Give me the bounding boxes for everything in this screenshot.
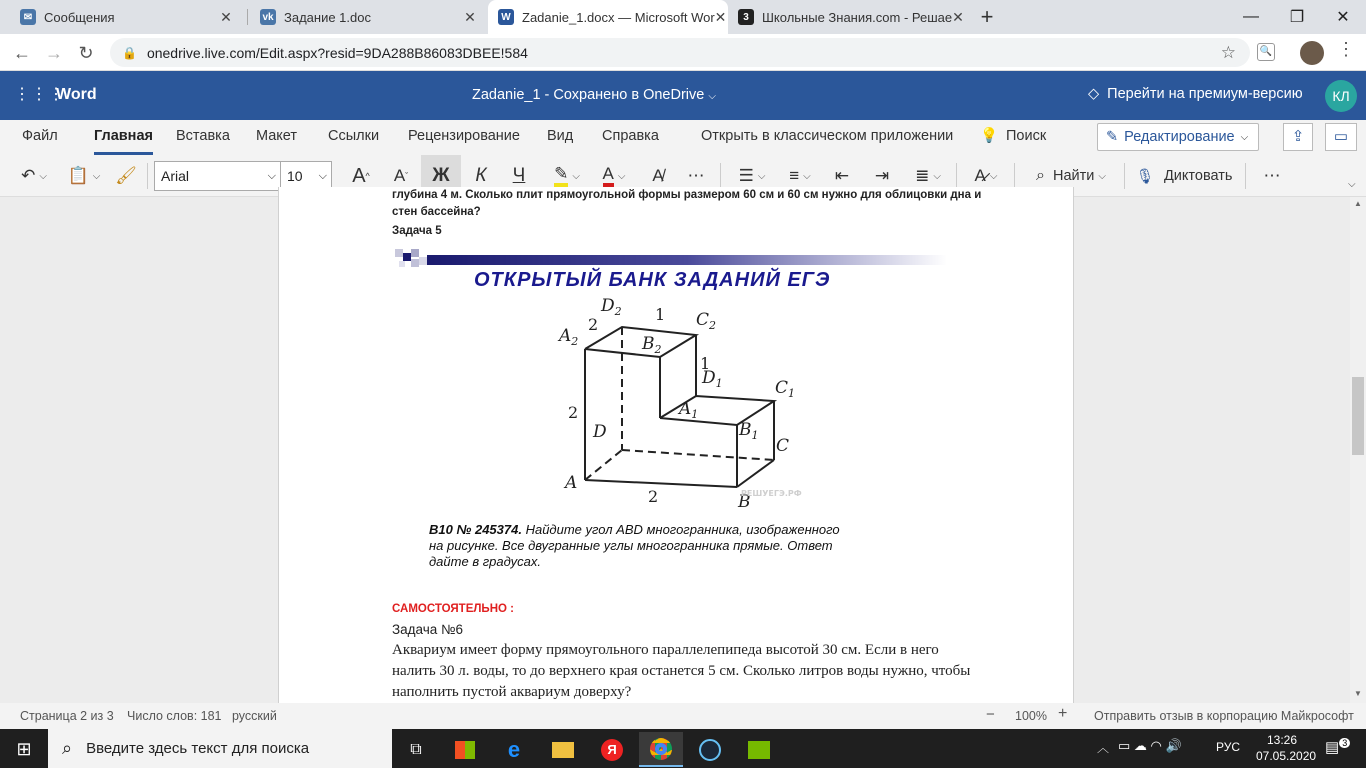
tray-icons[interactable]: ▭ ☁ ◠ 🔊 [1118,738,1182,753]
zoom-in-icon[interactable]: + [1058,705,1068,722]
show-hidden-icons[interactable]: ︿ [1097,741,1110,755]
word-icon: W [498,9,514,25]
close-tab-icon[interactable]: ✕ [220,8,232,25]
vk-messages-icon: ✉ [20,9,36,25]
shrink-font-glyph: A [393,166,406,185]
new-tab-icon[interactable]: + [980,4,994,29]
lightbulb-icon: 💡 [980,128,999,144]
tab-title: Сообщения [44,9,115,25]
back-icon[interactable]: ← [13,42,31,63]
file-explorer-icon[interactable] [541,732,585,767]
grow-font-glyph: A [352,164,366,187]
tab-insert[interactable]: Вставка [176,128,230,144]
zoom-out-icon[interactable]: − [986,706,995,723]
font-color-icon[interactable]: A ⌵ [594,161,634,191]
document-canvas [0,189,1350,703]
banner-gradient-bar [427,255,947,265]
task-text: дайте в градусах. [429,554,541,569]
tab-messages[interactable] [10,0,244,34]
clipboard-icon[interactable]: 📋 ⌵ [67,166,101,185]
clock[interactable] [1256,732,1317,764]
find-button[interactable]: ⌕ Найти ⌵ [1036,167,1106,184]
edge-d-c [622,450,774,460]
close-tab-icon[interactable]: ✕ [714,8,727,25]
text-line: стен бассейна? [392,205,481,218]
editing-mode-button[interactable] [1097,123,1259,151]
edge-icon[interactable]: e [507,736,521,762]
font-size-value: 10 [287,168,303,184]
tab-home[interactable]: Главная [94,120,153,155]
user-avatar[interactable]: КЛ [1325,80,1357,112]
clear-formatting-icon[interactable]: A̸ [652,166,664,185]
edge-b-c [737,460,774,487]
task-b10 [429,522,840,570]
vk-icon: vk [260,9,276,25]
premium-label: Перейти на премиум-версию [1107,86,1303,102]
status-bar [0,703,1366,729]
taskbar-search-box[interactable] [48,729,392,768]
grow-font-icon[interactable]: A ^ [352,164,370,187]
chevron-down-icon: ⌵ [267,169,276,182]
notification-icon[interactable]: ▤ $^3$ [1325,738,1350,756]
decrease-indent-icon[interactable]: ⇤ [834,166,850,185]
search-icon: ⌕ [62,738,73,758]
bank-title: ОТКРЫТЫЙ БАНК ЗАДАНИЙ ЕГЭ [474,269,831,291]
italic-button[interactable]: К [475,165,487,186]
shrink-font-icon[interactable]: A ˇ [393,166,409,185]
label-a1: $A_1$ [679,399,699,421]
scroll-thumb[interactable] [1352,377,1364,455]
page-count: Страница 2 из 3 [20,709,114,723]
task-text: Найдите угол ABD многогранника, изображенного [521,522,840,537]
premium-link[interactable] [1088,86,1303,102]
maximize-icon[interactable]: ❐ [1289,9,1305,26]
task-number: B10 № 245374. [429,522,522,537]
label-d1: $D_1$ [702,368,723,390]
tab-file[interactable]: Файл [22,128,58,144]
editing-mode-label: Редактирование [1124,129,1235,145]
clock-date: 07.05.2020 [1256,749,1317,763]
steam-icon[interactable] [688,732,732,767]
pencil-icon: ✎ [1106,129,1119,145]
label-b1: $B_1$ [739,420,759,442]
edge-length-label: 2 [588,315,599,334]
label-b: B [738,492,751,512]
open-in-desktop-app[interactable]: Открыть в классическом приложении [701,128,954,144]
close-window-icon[interactable]: ✕ [1336,9,1350,26]
search-icon: ⌕ [1036,167,1045,184]
forward-icon[interactable]: → [45,42,63,63]
document-page[interactable] [278,187,1074,727]
dictate-label: Диктовать [1163,168,1233,184]
task-text: на рисунке. Все двугранные углы многогранника прямые. Ответ [429,538,833,553]
minimize-icon[interactable]: — [1243,8,1259,25]
paragraph-pool [392,187,981,220]
close-tab-icon[interactable]: ✕ [952,8,964,25]
taskbar-search-placeholder: Введите здесь текст для поиска [86,740,310,757]
edge-length-label: 2 [648,487,659,506]
chevron-down-icon: ⌵ [708,91,716,102]
url-field[interactable] [110,38,1250,67]
undo-icon[interactable]: ↶ ⌵ [21,166,47,185]
dictate-button[interactable] [1134,161,1234,191]
edge-a-b [585,480,737,487]
tab-review[interactable]: Рецензирование [408,128,520,144]
text-line: налить 30 л. воды, то до верхнего края останется 5 см. Сколько литров воды нужно, чтобы [392,663,971,679]
chevron-down-icon: ⌵ [1240,131,1249,143]
mid-face-edge [660,396,774,425]
reload-icon[interactable]: ↻ [78,42,94,63]
font-family-value: Arial [161,168,190,184]
find-label: Найти [1052,168,1095,184]
tab-znania[interactable] [728,0,964,34]
format-painter-icon[interactable]: 🖌 [115,166,137,185]
ribbon-tabs [0,120,1366,155]
top-face-edge [585,327,696,357]
comment-icon[interactable]: ▭ [1325,123,1357,151]
task6-heading: Задача №6 [392,622,464,637]
label-d2: $D_2$ [601,296,622,318]
self-work-heading: САМОСТОЯТЕЛЬНО : [392,603,514,615]
lock-icon: 🔒 [122,45,137,60]
vertical-scrollbar[interactable] [1350,197,1366,703]
address-bar-row [0,34,1366,71]
browser-tab-bar [0,0,1366,34]
collapse-ribbon-icon[interactable]: ⌵ [1348,179,1356,190]
profile-avatar[interactable] [1300,41,1324,65]
task-b10-line1 [429,522,840,538]
text-line: Аквариум имеет форму прямоугольного параллелепипеда высотой 30 см. Если в него [392,642,939,658]
task-view-icon[interactable]: ⧉ [410,740,422,758]
label-c: C [776,436,790,456]
zoom-level[interactable]: 100% [1015,709,1047,723]
tab-zadanie-doc[interactable] [250,0,488,34]
feedback-link[interactable]: Отправить отзыв в корпорацию Майкрософт [1094,709,1354,723]
chrome-icon[interactable] [639,732,683,767]
share-icon[interactable]: ⇪ [1283,123,1313,151]
label-a: A [565,473,578,493]
label-c1: $C_1$ [775,378,796,400]
bullets-icon[interactable]: ☰ ⌵ [738,166,766,185]
tab-layout[interactable]: Макет [256,128,298,144]
tab-title: Задание 1.doc [284,9,371,25]
scroll-up-icon[interactable]: ▲ [1354,199,1362,208]
tab-view[interactable]: Вид [547,128,574,144]
text-line: глубина 4 м. Сколько плит прямоугольной формы размером 60 см и 60 см нужно для облицовки дна и [392,189,982,201]
windows-start-icon[interactable]: ⊞ [16,739,32,759]
edge-length-label: 2 [568,403,579,422]
document-title[interactable] [472,87,716,103]
chevron-down-icon: ⌵ [318,169,327,182]
znania-icon: 3 [738,9,754,25]
yandex-browser-icon[interactable]: Я [590,732,634,767]
windows-taskbar [0,729,1366,768]
language[interactable]: русский [232,709,277,723]
label-a2: $A_2$ [559,326,579,348]
store-icon[interactable] [443,732,487,767]
tab-title: Zadanie_1.docx — Microsoft Wor [522,9,715,25]
bookmark-star-icon[interactable]: ☆ [1220,42,1236,62]
input-language[interactable]: РУС [1216,740,1241,754]
nvidia-icon[interactable] [737,732,781,767]
edge-length-label: 1 [655,305,666,324]
tab-help[interactable]: Справка [602,128,659,144]
menu-dots-icon[interactable]: ⋮ [1337,39,1355,59]
paragraph-aquarium [392,640,970,703]
notification-count: 3 [1339,738,1350,748]
underline-button[interactable]: Ч [512,165,526,186]
word-count: Число слов: 181 [127,709,222,723]
scroll-down-icon[interactable]: ▼ [1354,689,1362,698]
app-launcher-icon[interactable]: ⋮⋮⋮ [14,86,65,103]
label-c2: $C_2$ [696,310,717,332]
tab-title: Школьные Знания.com - Решае [762,9,953,25]
more-formatting-icon[interactable]: ⋯ [687,166,705,185]
app-name: Word [56,86,97,103]
microphone-icon: 🎙 [1135,168,1154,185]
highlight-icon[interactable]: ✎ ⌵ [547,161,587,191]
diamond-icon: ◇ [1088,86,1100,102]
styles-icon[interactable]: A̷ ⌵ [974,166,998,185]
font-family-select[interactable] [154,161,281,191]
bold-button[interactable]: Ж [421,155,461,197]
watermark: РЕШУЕГЭ.РФ [741,489,802,498]
more-options-icon[interactable]: ⋯ [1263,166,1281,185]
edge-length-label: 1 [700,354,711,373]
close-tab-icon[interactable]: ✕ [464,8,476,25]
clock-time: 13:26 [1266,733,1298,747]
tab-word-online[interactable] [488,0,728,34]
task5-heading: Задача 5 [392,225,442,237]
numbering-icon[interactable]: ≡ ⌵ [789,166,811,185]
search-tell-me[interactable]: Поиск [1006,128,1047,144]
document-title-text: Zadanie_1 - Сохранено в OneDrive [472,87,705,103]
align-icon[interactable]: ≣ ⌵ [915,166,941,185]
polyhedron-figure [549,297,819,519]
label-b2: $B_2$ [642,334,662,356]
url-text: onedrive.live.com/Edit.aspx?resid=9DA288B86083DBEE!584 [146,44,528,61]
text-line: наполнить пустой аквариум доверху? [392,684,632,700]
increase-indent-icon[interactable]: ⇥ [874,166,890,185]
edge-a-d [585,450,622,480]
word-header [0,71,1366,120]
tab-references[interactable]: Ссылки [328,128,380,144]
label-d: D [593,422,607,442]
extension-icon[interactable]: 🔍 [1257,43,1275,61]
